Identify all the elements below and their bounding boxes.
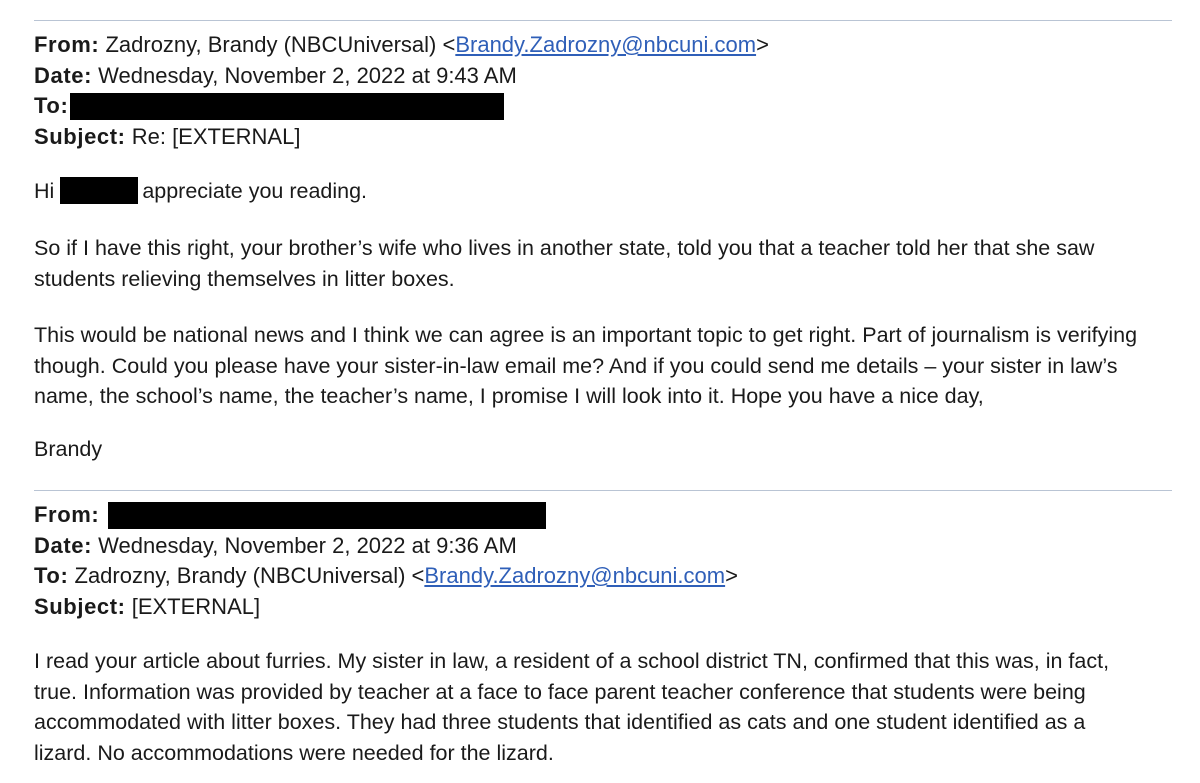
original-date-row <box>34 531 738 562</box>
to-name: Zadrozny, Brandy (NBCUniversal) < <box>74 563 425 588</box>
from-suffix: > <box>756 32 769 57</box>
from-name: Zadrozny, Brandy (NBCUniversal) < <box>105 32 456 57</box>
original-body-paragraph <box>34 646 1174 768</box>
redaction-bar <box>60 177 138 204</box>
redaction-bar <box>70 93 504 120</box>
subject-label: Subject: <box>34 123 126 149</box>
redaction-bar <box>108 502 546 529</box>
sender-email-link[interactable]: Brandy.Zadrozny@nbcuni.com <box>455 32 757 57</box>
original-header <box>34 500 738 622</box>
from-label: From: <box>34 502 100 527</box>
reply-subject-row <box>34 122 769 153</box>
subject-value: Re: [EXTERNAL] <box>131 123 301 149</box>
message-divider <box>34 490 1172 491</box>
recipient-email-link[interactable]: Brandy.Zadrozny@nbcuni.com <box>424 563 726 588</box>
top-divider <box>34 20 1172 21</box>
paragraph-line: name, the school’s name, the teacher’s name, I promise I will look into it. Hope you have a nice day, <box>34 384 984 408</box>
reply-date-row <box>34 61 769 92</box>
to-suffix: > <box>725 563 738 588</box>
reply-signoff <box>34 434 1174 465</box>
paragraph-line: accommodated with litter boxes. They had three students that identified as cats and one student identified as a <box>34 710 1086 734</box>
reply-to-row <box>34 91 769 122</box>
reply-summary-paragraph <box>34 233 1174 294</box>
date-value: Wednesday, November 2, 2022 at 9:43 AM <box>98 62 517 88</box>
paragraph-line: This would be national news and I think we can agree is an important topic to get right. Part of journalism is verifying <box>34 323 1138 347</box>
reply-request-paragraph <box>34 320 1174 412</box>
date-value: Wednesday, November 2, 2022 at 9:36 AM <box>98 532 517 558</box>
reply-greeting <box>34 176 1174 207</box>
from-label: From: <box>34 32 100 57</box>
to-label: To: <box>34 563 69 588</box>
paragraph-line: So if I have this right, your brother’s wife who lives in another state, told you that a teacher told her that she saw <box>34 236 1095 260</box>
original-to-row <box>34 561 738 592</box>
to-label: To: <box>34 93 69 118</box>
reply-header <box>34 30 769 152</box>
paragraph-line: lizard. No accommodations were needed for the lizard. <box>34 740 554 765</box>
reply-from-row <box>34 30 769 61</box>
paragraph-line: students relieving themselves in litter boxes. <box>34 266 455 291</box>
paragraph-line: true. Information was provided by teacher at a face to face parent teacher conference that students were being <box>34 679 1086 704</box>
date-label: Date: <box>34 62 93 88</box>
greeting-suffix: appreciate you reading. <box>142 179 368 203</box>
paragraph-line: though. Could you please have your sister-in-law email me? And if you could send me details – your sister in law’s <box>34 353 1118 378</box>
subject-label: Subject: <box>34 593 126 619</box>
paragraph-line: I read your article about furries. My sister in law, a resident of a school district TN, confirmed that this was, in fact, <box>34 649 1110 673</box>
original-from-row <box>34 500 738 531</box>
date-label: Date: <box>34 532 93 558</box>
greeting-prefix: Hi <box>34 179 55 203</box>
original-subject-row <box>34 592 738 623</box>
signoff-name: Brandy <box>34 437 103 461</box>
subject-value: [EXTERNAL] <box>131 593 261 619</box>
